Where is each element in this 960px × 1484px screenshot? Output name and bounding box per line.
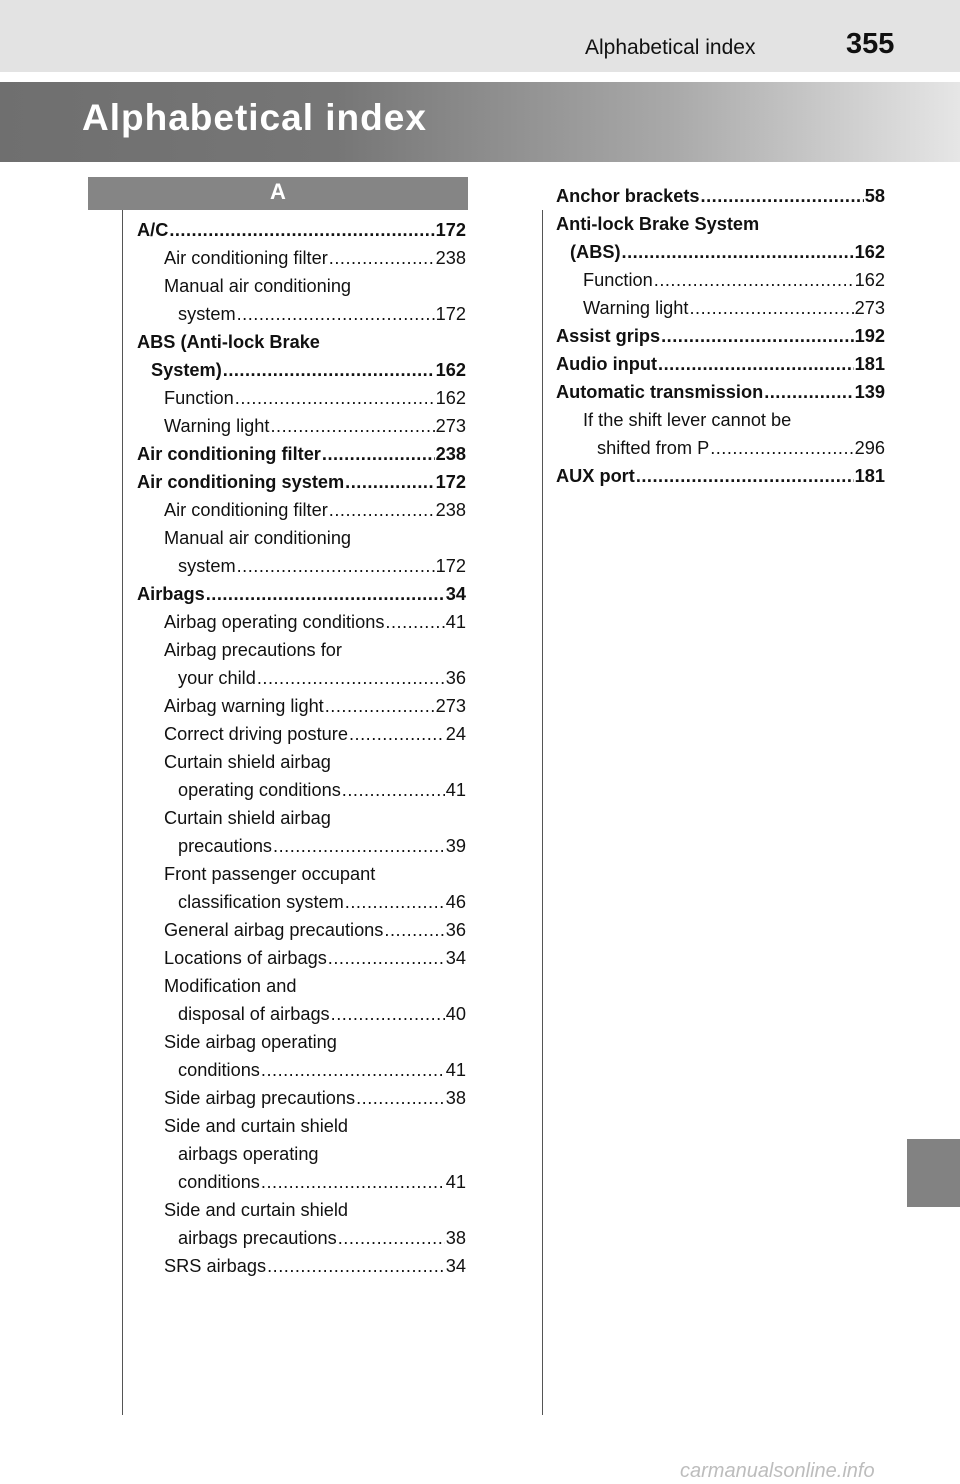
index-term: Anchor brackets — [556, 186, 700, 206]
index-term: Function — [164, 388, 234, 408]
page-ref: 181 — [854, 466, 885, 486]
leader-dots — [661, 322, 854, 350]
page-ref: 181 — [854, 354, 885, 374]
index-term: Manual air conditioning — [164, 528, 352, 548]
leader-dots — [267, 1252, 445, 1280]
index-subentry — [137, 1252, 466, 1280]
leader-dots — [169, 216, 434, 244]
page-ref: 273 — [854, 298, 885, 318]
index-subentry — [556, 434, 885, 462]
page-ref: 172 — [435, 304, 466, 324]
leader-dots — [710, 434, 853, 462]
index-column-left — [137, 216, 466, 1280]
index-term: Correct driving posture — [164, 724, 348, 744]
index-term: Automatic transmission — [556, 382, 764, 402]
watermark: carmanualsonline.info — [680, 1460, 875, 1482]
index-term: your child — [178, 668, 256, 688]
index-term: Manual air conditioning — [164, 276, 352, 296]
page-ref: 162 — [435, 360, 466, 380]
section-thumb-tab — [907, 1139, 960, 1207]
leader-dots — [654, 266, 854, 294]
index-subentry — [137, 692, 466, 720]
leader-dots — [342, 776, 445, 804]
index-subentry — [556, 266, 885, 294]
page-number: 355 — [846, 28, 895, 60]
page-ref: 34 — [445, 584, 466, 604]
index-subentry — [137, 916, 466, 944]
index-subentry — [137, 1196, 466, 1224]
index-term: Side airbag operating — [164, 1032, 337, 1052]
index-subentry — [137, 244, 466, 272]
page-ref: 172 — [435, 556, 466, 576]
index-subentry — [137, 776, 466, 804]
index-term: Function — [583, 270, 653, 290]
index-entry — [137, 580, 466, 608]
index-term: Warning light — [583, 298, 689, 318]
index-subentry — [137, 664, 466, 692]
left-column-rule — [122, 210, 123, 1415]
index-subentry — [137, 552, 466, 580]
page-ref: 39 — [445, 836, 466, 856]
index-term: Airbag precautions for — [164, 640, 342, 660]
leader-dots — [689, 294, 853, 322]
page-ref: 172 — [435, 472, 466, 492]
section-letter-band — [88, 177, 468, 210]
page-ref: 139 — [854, 382, 885, 402]
leader-dots — [322, 440, 435, 468]
index-subentry — [137, 412, 466, 440]
index-term: Airbag warning light — [164, 696, 324, 716]
index-term: SRS airbags — [164, 1256, 267, 1276]
index-term: Warning light — [164, 416, 270, 436]
page-ref: 38 — [445, 1088, 466, 1108]
running-header-bar — [0, 0, 960, 72]
leader-dots — [622, 238, 854, 266]
leader-dots — [349, 720, 445, 748]
index-term: Front passenger occupant — [164, 864, 376, 884]
index-subentry — [137, 1028, 466, 1056]
index-term: operating conditions — [178, 780, 341, 800]
page-ref: 162 — [435, 388, 466, 408]
page-ref: 58 — [864, 186, 885, 206]
index-subentry — [137, 832, 466, 860]
index-term: conditions — [178, 1172, 260, 1192]
index-subentry — [137, 748, 466, 776]
middle-column-rule — [542, 210, 543, 1415]
leader-dots — [257, 664, 445, 692]
index-subentry — [137, 384, 466, 412]
page-ref: 24 — [445, 724, 466, 744]
page-ref: 36 — [445, 920, 466, 940]
index-subentry — [556, 406, 885, 434]
index-term: ABS (Anti-lock Brake — [137, 332, 320, 352]
leader-dots — [223, 356, 435, 384]
index-term: Curtain shield airbag — [164, 752, 331, 772]
page-ref: 36 — [445, 668, 466, 688]
index-subentry — [137, 1084, 466, 1112]
index-entry — [556, 322, 885, 350]
index-term: airbags precautions — [178, 1228, 337, 1248]
page-ref: 41 — [445, 780, 466, 800]
index-entry — [137, 356, 466, 384]
leader-dots — [331, 1000, 445, 1028]
leader-dots — [328, 944, 445, 972]
page-ref: 34 — [445, 1256, 466, 1276]
section-letter: A — [270, 179, 286, 204]
index-term: airbags operating — [178, 1144, 319, 1164]
leader-dots — [273, 832, 445, 860]
index-term: Audio input — [556, 354, 658, 374]
index-subentry — [137, 608, 466, 636]
index-term: shifted from P — [597, 438, 710, 458]
page-ref: 41 — [445, 1172, 466, 1192]
index-term: conditions — [178, 1060, 260, 1080]
index-term: Side airbag precautions — [164, 1088, 356, 1108]
page-ref: 162 — [854, 242, 885, 262]
index-subentry — [137, 636, 466, 664]
index-subentry — [137, 944, 466, 972]
index-term: A/C — [137, 220, 169, 240]
index-term: Side and curtain shield — [164, 1200, 349, 1220]
index-subentry — [137, 1000, 466, 1028]
header-separator — [0, 72, 960, 82]
leader-dots — [270, 412, 434, 440]
index-subentry — [137, 972, 466, 1000]
page-ref: 41 — [445, 612, 466, 632]
index-term: Locations of airbags — [164, 948, 327, 968]
index-term: If the shift lever cannot be — [583, 410, 792, 430]
index-entry — [556, 182, 885, 210]
index-term: General airbag precautions — [164, 920, 384, 940]
running-title: Alphabetical index — [585, 36, 756, 59]
index-entry — [137, 468, 466, 496]
leader-dots — [261, 1056, 445, 1084]
index-term: Assist grips — [556, 326, 661, 346]
index-term: Airbag operating conditions — [164, 612, 385, 632]
index-term: system — [178, 304, 236, 324]
page-ref: 46 — [445, 892, 466, 912]
leader-dots — [701, 182, 864, 210]
page-ref: 273 — [435, 416, 466, 436]
page-ref: 40 — [445, 1004, 466, 1024]
index-term: Air conditioning filter — [137, 444, 321, 464]
leader-dots — [338, 1224, 445, 1252]
index-entry — [556, 378, 885, 406]
page-ref: 192 — [854, 326, 885, 346]
index-subentry — [137, 1112, 466, 1140]
leader-dots — [325, 692, 435, 720]
index-term: AUX port — [556, 466, 635, 486]
leader-dots — [384, 916, 444, 944]
index-subentry — [137, 1140, 466, 1168]
leader-dots — [764, 378, 853, 406]
leader-dots — [385, 608, 444, 636]
index-subentry — [137, 1168, 466, 1196]
page-ref: 296 — [854, 438, 885, 458]
index-entry — [137, 216, 466, 244]
index-term: Side and curtain shield — [164, 1116, 349, 1136]
index-term: System) — [151, 360, 222, 380]
index-entry — [556, 210, 885, 238]
leader-dots — [345, 888, 445, 916]
leader-dots — [237, 552, 435, 580]
index-subentry — [556, 294, 885, 322]
index-term: classification system — [178, 892, 344, 912]
index-column-right — [556, 182, 885, 490]
leader-dots — [636, 462, 854, 490]
index-subentry — [137, 720, 466, 748]
leader-dots — [237, 300, 435, 328]
page-ref: 238 — [435, 500, 466, 520]
index-entry — [137, 440, 466, 468]
index-term: (ABS) — [570, 242, 621, 262]
index-term: Anti-lock Brake System — [556, 214, 760, 234]
index-entry — [137, 328, 466, 356]
index-term: disposal of airbags — [178, 1004, 330, 1024]
index-subentry — [137, 1056, 466, 1084]
index-term: Air conditioning filter — [164, 248, 328, 268]
index-subentry — [137, 804, 466, 832]
index-term: precautions — [178, 836, 273, 856]
index-subentry — [137, 496, 466, 524]
page-ref: 238 — [435, 444, 466, 464]
index-term: Airbags — [137, 584, 205, 604]
page-ref: 41 — [445, 1060, 466, 1080]
index-subentry — [137, 1224, 466, 1252]
leader-dots — [329, 496, 435, 524]
index-entry — [556, 350, 885, 378]
index-subentry — [137, 524, 466, 552]
page-ref: 273 — [435, 696, 466, 716]
index-term: Air conditioning system — [137, 472, 345, 492]
leader-dots — [356, 1084, 445, 1112]
index-subentry — [137, 888, 466, 916]
index-subentry — [137, 860, 466, 888]
page-ref: 162 — [854, 270, 885, 290]
leader-dots — [658, 350, 854, 378]
leader-dots — [329, 244, 435, 272]
index-entry — [556, 238, 885, 266]
page-ref: 38 — [445, 1228, 466, 1248]
leader-dots — [261, 1168, 445, 1196]
leader-dots — [235, 384, 435, 412]
index-term: Air conditioning filter — [164, 500, 328, 520]
leader-dots — [345, 468, 434, 496]
page-ref: 238 — [435, 248, 466, 268]
page-ref: 34 — [445, 948, 466, 968]
index-term: Modification and — [164, 976, 297, 996]
page-title: Alphabetical index — [82, 97, 427, 138]
page-ref: 172 — [435, 220, 466, 240]
index-term: Curtain shield airbag — [164, 808, 331, 828]
leader-dots — [206, 580, 445, 608]
index-entry — [556, 462, 885, 490]
index-subentry — [137, 272, 466, 300]
index-term: system — [178, 556, 236, 576]
index-subentry — [137, 300, 466, 328]
